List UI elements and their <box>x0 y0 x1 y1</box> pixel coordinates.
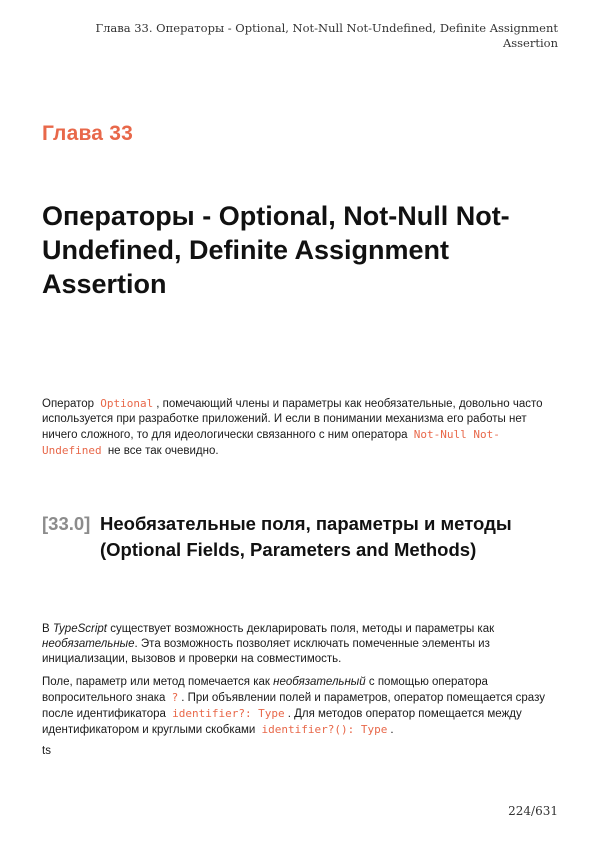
section-heading <box>42 511 562 563</box>
para1-emphasis-typescript: TypeScript <box>52 623 107 635</box>
para2-text-4: . Для методов оператор помещается между идентификатором и круглыми скобками <box>42 708 522 736</box>
inline-code-optional: Optional <box>100 397 154 410</box>
para2-emphasis-optional: необязательный <box>273 676 366 688</box>
intro-text-2: , помечающий члены и параметры как необязательные, довольно часто используется при разработке приложений. И если в понимании механизма его работы нет ничего сложного, то для идеологически связанного с ним оператора <box>42 398 543 441</box>
chapter-title: Операторы - Optional, Not-Null Not-Undefined, Definite Assignment Assertion <box>42 201 510 299</box>
para1-emphasis-optional: необязательные <box>42 638 135 650</box>
section-number: [33.0] <box>42 513 91 534</box>
inline-code-identifier-type: identifier?: Type <box>172 707 285 720</box>
code-language-label: ts <box>42 745 51 757</box>
inline-code-question: ? <box>171 691 179 704</box>
para1-text-3: . Эта возможность позволяет исключать помеченные элементы из инициализации, вызовов и проверки на совместимость. <box>42 638 490 665</box>
paragraph-optional-intro <box>42 622 560 667</box>
running-header: Глава 33. Операторы - Optional, Not-Null Not-Undefined, Definite Assignment Assertion <box>95 21 558 50</box>
para2-text-2: с помощью оператора вопросительного знака <box>42 676 488 704</box>
intro-paragraph <box>42 396 560 459</box>
section-title: Необязательные поля, параметры и методы (Optional Fields, Parameters and Methods) <box>100 513 512 560</box>
para2-text-1: Поле, параметр или метод помечается как <box>42 676 270 688</box>
para2-text-3: . При объявлении полей и параметров, оператор помещается сразу после идентификатора <box>42 692 545 720</box>
chapter-label: Глава 33 <box>42 122 133 145</box>
para1-text-2: существует возможность декларировать поля, методы и параметры как <box>110 623 495 635</box>
intro-text-3: не все так очевидно. <box>107 445 219 457</box>
inline-code-method-type: identifier?(): Type <box>261 723 388 736</box>
inline-code-not-null: Not-Null Not-Undefined <box>42 428 500 457</box>
intro-text-1: Оператор <box>42 398 95 410</box>
para1-text-1: В <box>42 623 50 635</box>
paragraph-operator-usage <box>42 675 560 738</box>
page-number: 224/631 <box>508 804 558 818</box>
para2-text-5: . <box>390 724 394 736</box>
